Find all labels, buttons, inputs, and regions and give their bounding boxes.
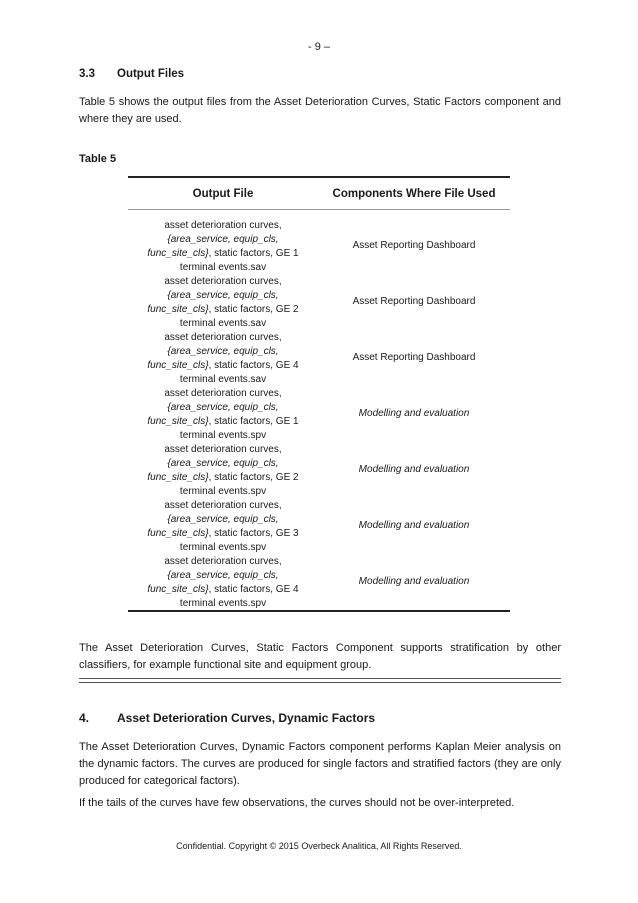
file-line-3	[128, 415, 318, 429]
file-line-3-rest: , static factors, GE 4	[208, 360, 299, 371]
table-row-component: Modelling and evaluation	[358, 408, 470, 419]
file-line-2: {area_service, equip_cls,	[167, 290, 279, 301]
table-row-output-file	[128, 331, 318, 387]
file-line-2: {area_service, equip_cls,	[167, 570, 279, 581]
table-header-rule	[128, 209, 510, 210]
file-line-2: {area_service, equip_cls,	[167, 458, 279, 469]
section-title: Output Files	[117, 68, 185, 80]
table-row-component: Asset Reporting Dashboard	[352, 352, 476, 363]
file-line-1: asset deterioration curves,	[164, 276, 282, 287]
file-line-3-rest: , static factors, GE 1	[208, 416, 299, 427]
file-line-3-rest: , static factors, GE 4	[208, 584, 299, 595]
intro-paragraph: Table 5 shows the output files from the Asset Deterioration Curves, Static Factors component and where they are used.	[79, 96, 561, 125]
table-row-output-file	[128, 387, 318, 443]
file-line-3-italic: func_site_cls}	[147, 528, 209, 539]
table-row-component: Modelling and evaluation	[358, 576, 470, 587]
table-header-components: Components Where File Used	[332, 188, 496, 200]
file-line-3-italic: func_site_cls}	[147, 416, 209, 427]
table-row-component: Asset Reporting Dashboard	[352, 296, 476, 307]
table-row-output-file	[128, 219, 318, 275]
file-line-2: {area_service, equip_cls,	[167, 514, 279, 525]
table-row-output-file	[128, 443, 318, 499]
file-line-4: terminal events.sav	[179, 262, 267, 273]
file-line-1: asset deterioration curves,	[164, 444, 282, 455]
table-bottom-rule	[128, 610, 510, 612]
section-4-title: Asset Deterioration Curves, Dynamic Factors	[117, 711, 376, 725]
section-heading	[79, 68, 184, 80]
file-line-2: {area_service, equip_cls,	[167, 402, 279, 413]
file-line-1: asset deterioration curves,	[164, 388, 282, 399]
table-top-rule	[128, 176, 510, 178]
table-row-output-file	[128, 555, 318, 611]
section-4-heading	[79, 711, 375, 725]
table-row-component: Modelling and evaluation	[358, 520, 470, 531]
page-number: - 9 –	[307, 41, 330, 53]
file-line-4: terminal events.spv	[179, 486, 267, 497]
file-line-4: terminal events.spv	[179, 542, 267, 553]
file-line-3-italic: func_site_cls}	[147, 304, 209, 315]
file-line-3	[128, 527, 318, 541]
file-line-3-italic: func_site_cls}	[147, 472, 209, 483]
table-row-component: Asset Reporting Dashboard	[352, 240, 476, 251]
file-line-4: terminal events.sav	[179, 374, 267, 385]
file-line-1: asset deterioration curves,	[164, 500, 282, 511]
file-line-1: asset deterioration curves,	[164, 332, 282, 343]
table-row-component: Modelling and evaluation	[358, 464, 470, 475]
file-line-3-italic: func_site_cls}	[147, 360, 209, 371]
file-line-3-rest: , static factors, GE 2	[208, 472, 299, 483]
file-line-4: terminal events.spv	[179, 598, 267, 609]
file-line-3	[128, 247, 318, 261]
table-row-output-file	[128, 275, 318, 331]
file-line-3	[128, 303, 318, 317]
table-header-output-file: Output File	[192, 188, 254, 200]
file-line-3	[128, 471, 318, 485]
section-divider-bottom	[79, 682, 561, 683]
section-number: 3.3	[79, 68, 95, 80]
file-line-3-italic: func_site_cls}	[147, 584, 209, 595]
file-line-3-rest: , static factors, GE 1	[208, 248, 299, 259]
file-line-3-rest: , static factors, GE 3	[208, 528, 299, 539]
after-table-paragraph: The Asset Deterioration Curves, Static Factors Component supports stratification by other classifiers, for example functional site and equipment group.	[79, 642, 561, 671]
file-line-2: {area_service, equip_cls,	[167, 234, 279, 245]
file-line-4: terminal events.spv	[179, 430, 267, 441]
file-line-3-italic: func_site_cls}	[147, 248, 209, 259]
file-line-4: terminal events.sav	[179, 318, 267, 329]
table-row-output-file	[128, 499, 318, 555]
file-line-1: asset deterioration curves,	[164, 556, 282, 567]
file-line-2: {area_service, equip_cls,	[167, 346, 279, 357]
section-4-paragraph-2: If the tails of the curves have few observations, the curves should not be over-interpreted.	[79, 797, 515, 809]
footer: Confidential. Copyright © 2015 Overbeck Analitica, All Rights Reserved.	[176, 841, 462, 851]
file-line-3	[128, 359, 318, 373]
section-4-paragraph-1: The Asset Deterioration Curves, Dynamic Factors component performs Kaplan Meier analysis on the dynamic factors. The curves are produced for single factors and stratified factors (they are only produced for categorical factors).	[79, 741, 561, 787]
file-line-3	[128, 583, 318, 597]
section-divider-top	[79, 678, 561, 679]
table-caption: Table 5	[79, 153, 117, 165]
file-line-1: asset deterioration curves,	[164, 220, 282, 231]
section-4-number: 4.	[79, 711, 90, 725]
file-line-3-rest: , static factors, GE 2	[208, 304, 299, 315]
